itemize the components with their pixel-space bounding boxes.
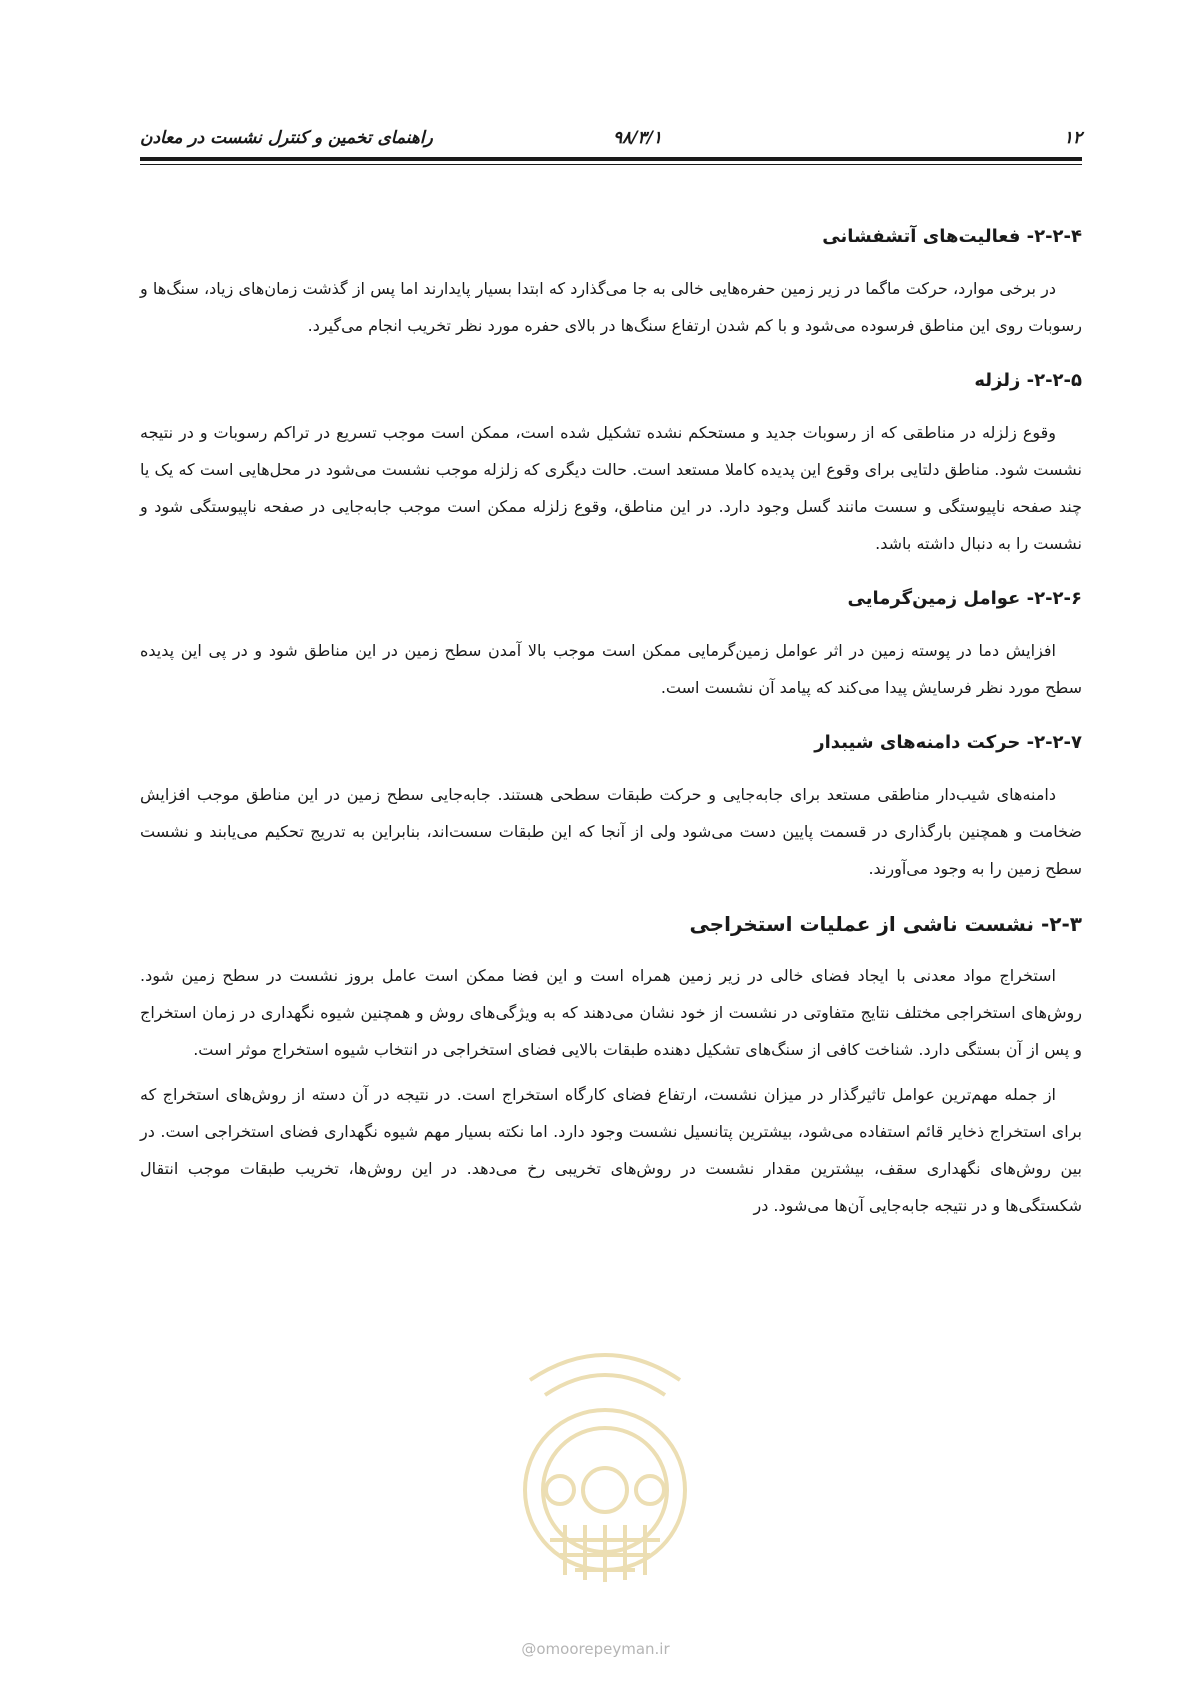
header-rule-thick: [140, 157, 1082, 161]
paragraph: در برخی موارد، حرکت ماگما در زیر زمین حفره‌هایی خالی به جا می‌گذارد که ابتدا بسیار پایدارند اما پس از گذشت زمان‌های زیاد، سنگ‌ها و رسوبات روی این مناطق فرسوده می‌شود و با کم شدن ارتفاع سنگ‌ها در بالای حفره مورد نظر تخریب انجام می‌گیرد.: [140, 279, 1082, 335]
page-number: ۱۲: [1063, 128, 1082, 148]
header-title: راهنمای تخمین و کنترل نشست در معادن: [140, 128, 433, 148]
running-header: [140, 122, 1082, 156]
paragraph: وقوع زلزله در مناطقی که از رسوبات جدید و مستحکم نشده تشکیل شده است، ممکن است موجب تسریع در تراکم رسوبات و در نتیجه نشست شود. مناطق دلتایی برای وقوع این پدیده کاملا مستعد است. حالت دیگری که زلزله موجب نشست می‌شود در محل‌هایی است که یک یا چند صفحه ناپیوستگی و سست مانند گسل وجود دارد. در این مناطق، وقوع زلزله ممکن است موجب جابه‌جایی در صفحه ناپیوستگی شود و نشست را به دنبال داشته باشد.: [140, 423, 1082, 553]
paragraph: از جمله مهم‌ترین عوامل تاثیرگذار در میزان نشست، ارتفاع فضای کارگاه استخراج است. در نتیجه در آن دسته از روش‌های استخراج که برای استخراج ذخایر قائم استفاده می‌شود، بیشترین پتانسیل نشست وجود دارد. اما نکته بسیار مهم شیوه نگهداری فضای استخراجی است. در بین روش‌های نگهداری سقف، بیشترین مقدار نشست در روش‌های تخریبی رخ می‌دهد. در این روش‌ها، تخریب طبقات موجب انتقال شکستگی‌ها و در نتیجه جابه‌جایی آن‌ها می‌شود. در: [140, 1085, 1082, 1215]
section-heading: ۲-۲-۴- فعالیت‌های آتشفشانی: [822, 226, 1082, 247]
header-date: ۹۸/۳/۱: [613, 128, 662, 148]
header-rule-thin: [140, 164, 1082, 165]
watermark-url: @omoorepeyman.ir: [521, 1640, 670, 1658]
chapter-section-heading: ۲-۳- نشست ناشی از عملیات استخراجی: [689, 912, 1082, 936]
section-heading: ۲-۲-۷- حرکت دامنه‌های شیبدار: [814, 732, 1082, 753]
section-heading: ۲-۲-۶- عوامل زمین‌گرمایی: [847, 588, 1082, 609]
body-content: [140, 222, 1082, 1246]
omoore-peyman-seal-icon: [490, 1340, 720, 1590]
paragraph: استخراج مواد معدنی با ایجاد فضای خالی در زیر زمین همراه است و این فضا ممکن است عامل بروز نشست در سطح زمین شود. روش‌های استخراجی مختلف نتایج متفاوتی در نشست از خود نشان می‌دهند که به ویژگی‌های روش و همچنین شیوه نگهداری در زمان استخراج و پس از آن بستگی دارد. شناخت کافی از سنگ‌های تشکیل دهنده طبقات بالایی فضای استخراجی در انتخاب شیوه استخراج موثر است.: [140, 966, 1082, 1059]
paragraph: دامنه‌های شیب‌دار مناطقی مستعد برای جابه‌جایی و حرکت طبقات سطحی هستند. جابه‌جایی سطح زمین در این مناطق موجب افزایش ضخامت و همچنین بارگذاری در قسمت پایین دست می‌شود ولی از آنجا که این طبقات سست‌اند، بنابراین به تدریج تحکیم می‌یابند و نشست سطح زمین را به وجود می‌آورند.: [140, 785, 1082, 878]
paragraph: افزایش دما در پوسته زمین در اثر عوامل زمین‌گرمایی ممکن است موجب بالا آمدن سطح زمین در این مناطق شود و در پی این پدیده سطح مورد نظر فرسایش پیدا می‌کند که پیامد آن نشست است.: [140, 641, 1082, 697]
section-heading: ۲-۲-۵- زلزله: [974, 370, 1082, 391]
